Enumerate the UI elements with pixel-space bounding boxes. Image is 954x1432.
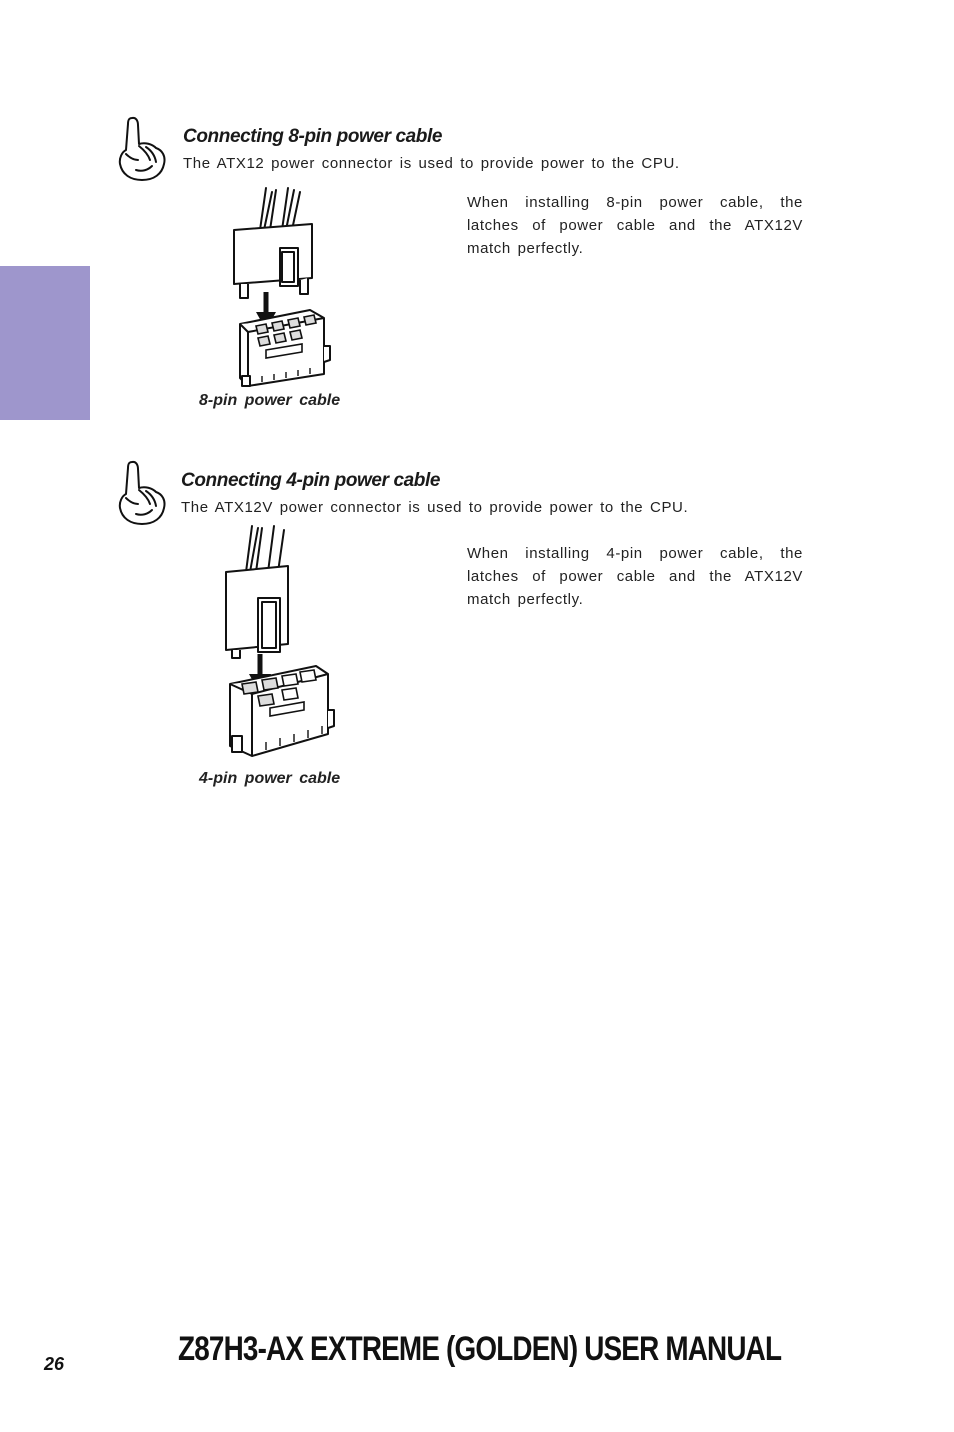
page-number: 26 [44, 1354, 65, 1374]
manual-title: Z87H3-AX EXTREME (GOLDEN) USER MANUAL [178, 1330, 782, 1368]
figure-caption-4pin: 4-pin power cable [199, 770, 341, 787]
pointing-hand-icon [112, 458, 168, 528]
pointing-hand-icon [112, 114, 168, 184]
install-note-8pin: When installing 8-pin power cable, the latches of power cable and the ATX12V match perfectly. [467, 194, 803, 257]
section-heading-4pin: Connecting 4-pin power cable [181, 470, 441, 491]
figure-caption-8pin: 8-pin power cable [199, 392, 341, 409]
8pin-cable-illustration [226, 186, 336, 388]
section-heading-8pin: Connecting 8-pin power cable [183, 126, 443, 147]
install-note-4pin: When installing 4-pin power cable, the latches of power cable and the ATX12V match perfectly. [467, 545, 803, 608]
section-intro-8pin: The ATX12 power connector is used to provide power to the CPU. [183, 155, 680, 172]
chapter-side-tab [0, 266, 90, 420]
4pin-cable-illustration [222, 524, 338, 758]
section-intro-4pin: The ATX12V power connector is used to provide power to the CPU. [181, 499, 689, 516]
